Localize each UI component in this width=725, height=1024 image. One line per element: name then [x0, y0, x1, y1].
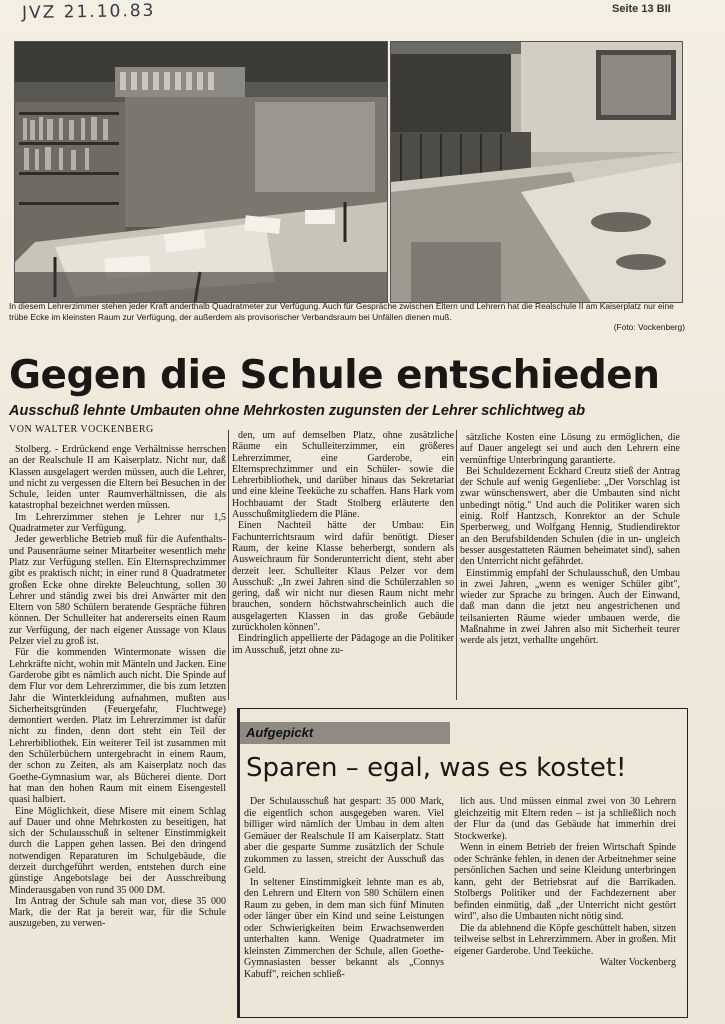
- subheadline: Ausschuß lehnte Umbauten ohne Mehrkosten zugunsten der Lehrer schlichtweg ab: [9, 403, 586, 419]
- corner-room-image: [391, 42, 682, 302]
- commentary-tag: [240, 722, 450, 744]
- article-paragraph: Eindringlich appellierte der Pädagoge an die Politiker im Ausschuß, jetzt ohne zu-: [232, 633, 454, 656]
- caption-text: In diesem Lehrerzimmer stehen jeder Kraft anderthalb Quadratmeter zur Verfügung. Auch für Gespräche zwischen Eltern und Lehrern hat die Realschule II am Kaiserplatz nur eine trübe Ecke im kleinsten Raum zur Verfügung, der außerdem als provisorischer Verbandsraum bei Unfällen dienen muß.: [9, 301, 674, 322]
- article-column-1: [9, 444, 226, 930]
- article-column-2: [232, 430, 454, 656]
- commentary-paragraph: Die da ablehnend die Köpfe geschüttelt haben, sitzen teilweise selbst in Lehrerzimmern. Aber in großen. Mit eigener Garderobe. Und Teeküche.: [454, 922, 676, 957]
- article-paragraph: den, um auf demselben Platz, ohne zusätzliche Räume ein Schulleiterzimmer, ein größeres Lehrerzimmer, eine Garderobe, ein Elternsprechzimmer und ein Schüler- sowie die Lehrerbibliothek, und darüber hinaus das Sekretariat und eine kleine Teeküche zu schaffen. Hans Hark vom Hochbauamt der Stadt Stolberg erläuterte den Ausschußmitgliedern die Pläne.: [232, 430, 454, 521]
- column-divider: [456, 430, 457, 700]
- commentary-paragraph: In seltener Einstimmigkeit lehnte man es ab, den Lehrern und Eltern von 580 Schülern einen Raum zu geben, in dem man sich fünf Minuten oder länger über ein Kind und seine Leistungen oder Schwierigkeiten beim Erwachsenwerden unterhalten kann. Wenige Quadratmeter im kleinsten Zimmerchen der Schule, allen Goethe-Gymnasiasten besser bekannt als „Connys Kabuff", reichen schließ-: [244, 876, 444, 980]
- headline: Gegen die Schule entschieden: [9, 353, 660, 398]
- article-paragraph: Im Lehrerzimmer stehen je Lehrer nur 1,5 Quadratmeter zur Verfügung.: [9, 511, 226, 535]
- photo-staff-room: [14, 41, 388, 303]
- article-paragraph: Einstimmig empfahl der Schulausschuß, den Umbau in zwei Jahren, „wenn es weniger Schüler gibt", wieder zur Sprache zu bringen. Auch der Einwand, daß man dann die jetzt neu angestrichenen und teilsanierten Räume wieder umbauen werde, die Maßnahme in zwei Jahren also mit Sicherheit teurer werde als jetzt, verhallte ungehört.: [460, 567, 680, 647]
- commentary-paragraph: Wenn in einem Betrieb der freien Wirtschaft Spinde oder Schränke fehlen, in denen der Arbeitnehmer seine persönlichen Sachen und seine Kleidung unterbringen kann, geht der Betriebsrat auf die Barrikaden. Stolbergs Politiker und der Fachdezernent aber befinden einmütig, daß „der Unterricht nicht gestört wird", also die Umbauten nicht nötig sind.: [454, 842, 676, 922]
- commentary-paragraph: lich aus. Und müssen einmal zwei von 30 Lehrern gleichzeitig mit Eltern reden – ist ja schließlich noch der Flur da (und das Gebäude hat immerhin drei Stockwerke).: [454, 796, 676, 842]
- article-paragraph: Stolberg. - Erdrückend enge Verhältnisse herrschen an der Realschule II am Kaiserplatz. Nicht nur, daß Klassen ausgelagert werden müssen, auch die Lehrer, und nicht zu vergessen die Eltern bei Besuchen in der Schule, leiden unter Raumverhältnissen, die als katastrophal bezeichnet werden müssen.: [9, 444, 226, 512]
- commentary-paragraph: Der Schulausschuß hat gespart: 35 000 Mark, die eigentlich schon ausgegeben waren. Viel billiger wird nämlich der Umbau in dem alten Gemäuer der Realschule II am Kaiserplatz. Statt aber die gesparte Summe zusätzlich der Schule zukommen zu lassen, streicht der Ausschuß das Geld.: [244, 796, 444, 876]
- article-paragraph: Bei Schuldezernent Eckhard Creutz stieß der Antrag der Schule auf wenig Gegenliebe: „Der Vorschlag ist zwar wünschenswert, aber die Umbauten sind nicht unbedingt nötig." Und auch die Politiker waren sich einig. Rolf Hantzsch, Konrektor an der Schule Sperberweg, und Wolfgang Hennig, Studiendirektor an den Berufsbildenden Schulen (die in un- ungleich besser ausgestatteten Räumen beheimatet sind), sahen den Unterricht nicht gefährdet.: [460, 465, 680, 568]
- article-paragraph: Im Antrag der Schule sah man vor, diese 35 000 Mark, die der Rat ja bereit war, für die Schule auszugeben, zu verwen-: [9, 895, 226, 930]
- handwritten-margin-note: JVZ 21.10.83: [21, 0, 156, 24]
- commentary-title: Sparen – egal, was es kostet!: [246, 753, 627, 783]
- article-paragraph: sätzliche Kosten eine Lösung zu ermöglichen, die auf Dauer angelegt sei und auch den Lehrern eine vernünftige Unterbringung garantierte.: [460, 432, 680, 466]
- article-paragraph: Für die kommenden Wintermonate wissen die Lehrkräfte nicht, wohin mit Mänteln und Jacken. Eine Garderobe gibt es nämlich auch nicht. Die Spinde auf dem Flur vor dem Lehrerzimmer, die bis zum letzten Jahr die Winterkleidung aufnahmen, mußten aus Sicherheitsgründen (Feuergefahr, Fluchtwege) demontiert werden. Platz im Lehrerzimmer ist dafür nicht zu finden, denn dort steht ein Teil der Lehrerbibliothek. Ein weiterer Teil ist zusammen mit den Schülerbüchern untergebracht in einem Raum, der schon zu Zeiten, als am Kaiserplatz noch das Goethe-Gymnasium war, als Bücherei diente. Dort hat man den hohen Raum mit einem Eisengestell quasi halbiert.: [9, 647, 226, 806]
- page-number: Seite 13 BII: [612, 3, 671, 15]
- staff-room-image: [15, 42, 387, 302]
- column-divider: [228, 430, 229, 700]
- commentary-signature: Walter Vockenberg: [599, 957, 676, 968]
- byline: VON WALTER VOCKENBERG: [9, 424, 154, 435]
- photo-caption: [9, 301, 685, 333]
- photo-corner-room: [390, 41, 683, 303]
- article-paragraph: Jeder gewerbliche Betrieb muß für die Aufenthalts- und Pausenräume seiner Mitarbeiter wesentlich mehr Platz zur Verfügung stellen. Ein Elternsprechzimmer gibt es praktisch nicht; in einer rund 8 Quadratmeter großen Ecke ohne direkte Beleuchtung, sollen 30 Lehrer und ständig zwei bis drei Anwärter mit den Eltern von 580 Schülern beratende Gespräche führen können. Der Schulleiter hat andererseits einen Raum zur Verfügung, der nach eigener Aussage von Klaus Pelzer viel zu groß ist.: [9, 534, 226, 648]
- article-column-3: [460, 432, 680, 647]
- article-paragraph: Einen Nachteil hätte der Umbau: Ein Fachunterrichtsraum wird dafür benötigt. Dieser Raum, der keine Klasse beherbergt, sondern als Ausweichraum für Sonderunterricht dient, steht aber derzeit leer. Schulleiter Klaus Pelzer vor dem Ausschuß: „In zwei Jahren sind die Schülerzahlen so gering, daß wir nicht nur diesen Raum nicht mehr brauchen, sondern höchstwahrscheinlich auch die ausgelagerten Klassen in das große Gebäude zurückholen können".: [232, 520, 454, 634]
- photo-credit: (Foto: Vockenberg): [613, 322, 685, 333]
- commentary-column-1: [244, 796, 444, 980]
- article-paragraph: Eine Möglichkeit, diese Misere mit einem Schlag auf Dauer und ohne Mehrkosten zu beseitigen, hat sich der Schulausschuß in seltener Einstimmigkeit durch die Lappen gehen lassen. Bei den dringend notwendigen Reparaturen im Schulgebäude, die derzeit durchgeführt werden, entstehen durch eine günstige Angebotslage bei der Ausschreibung Minderausgaben von rund 35 000 DM.: [9, 805, 226, 896]
- commentary-tag-label: Aufgepickt: [246, 725, 314, 740]
- commentary-column-2: [454, 796, 676, 969]
